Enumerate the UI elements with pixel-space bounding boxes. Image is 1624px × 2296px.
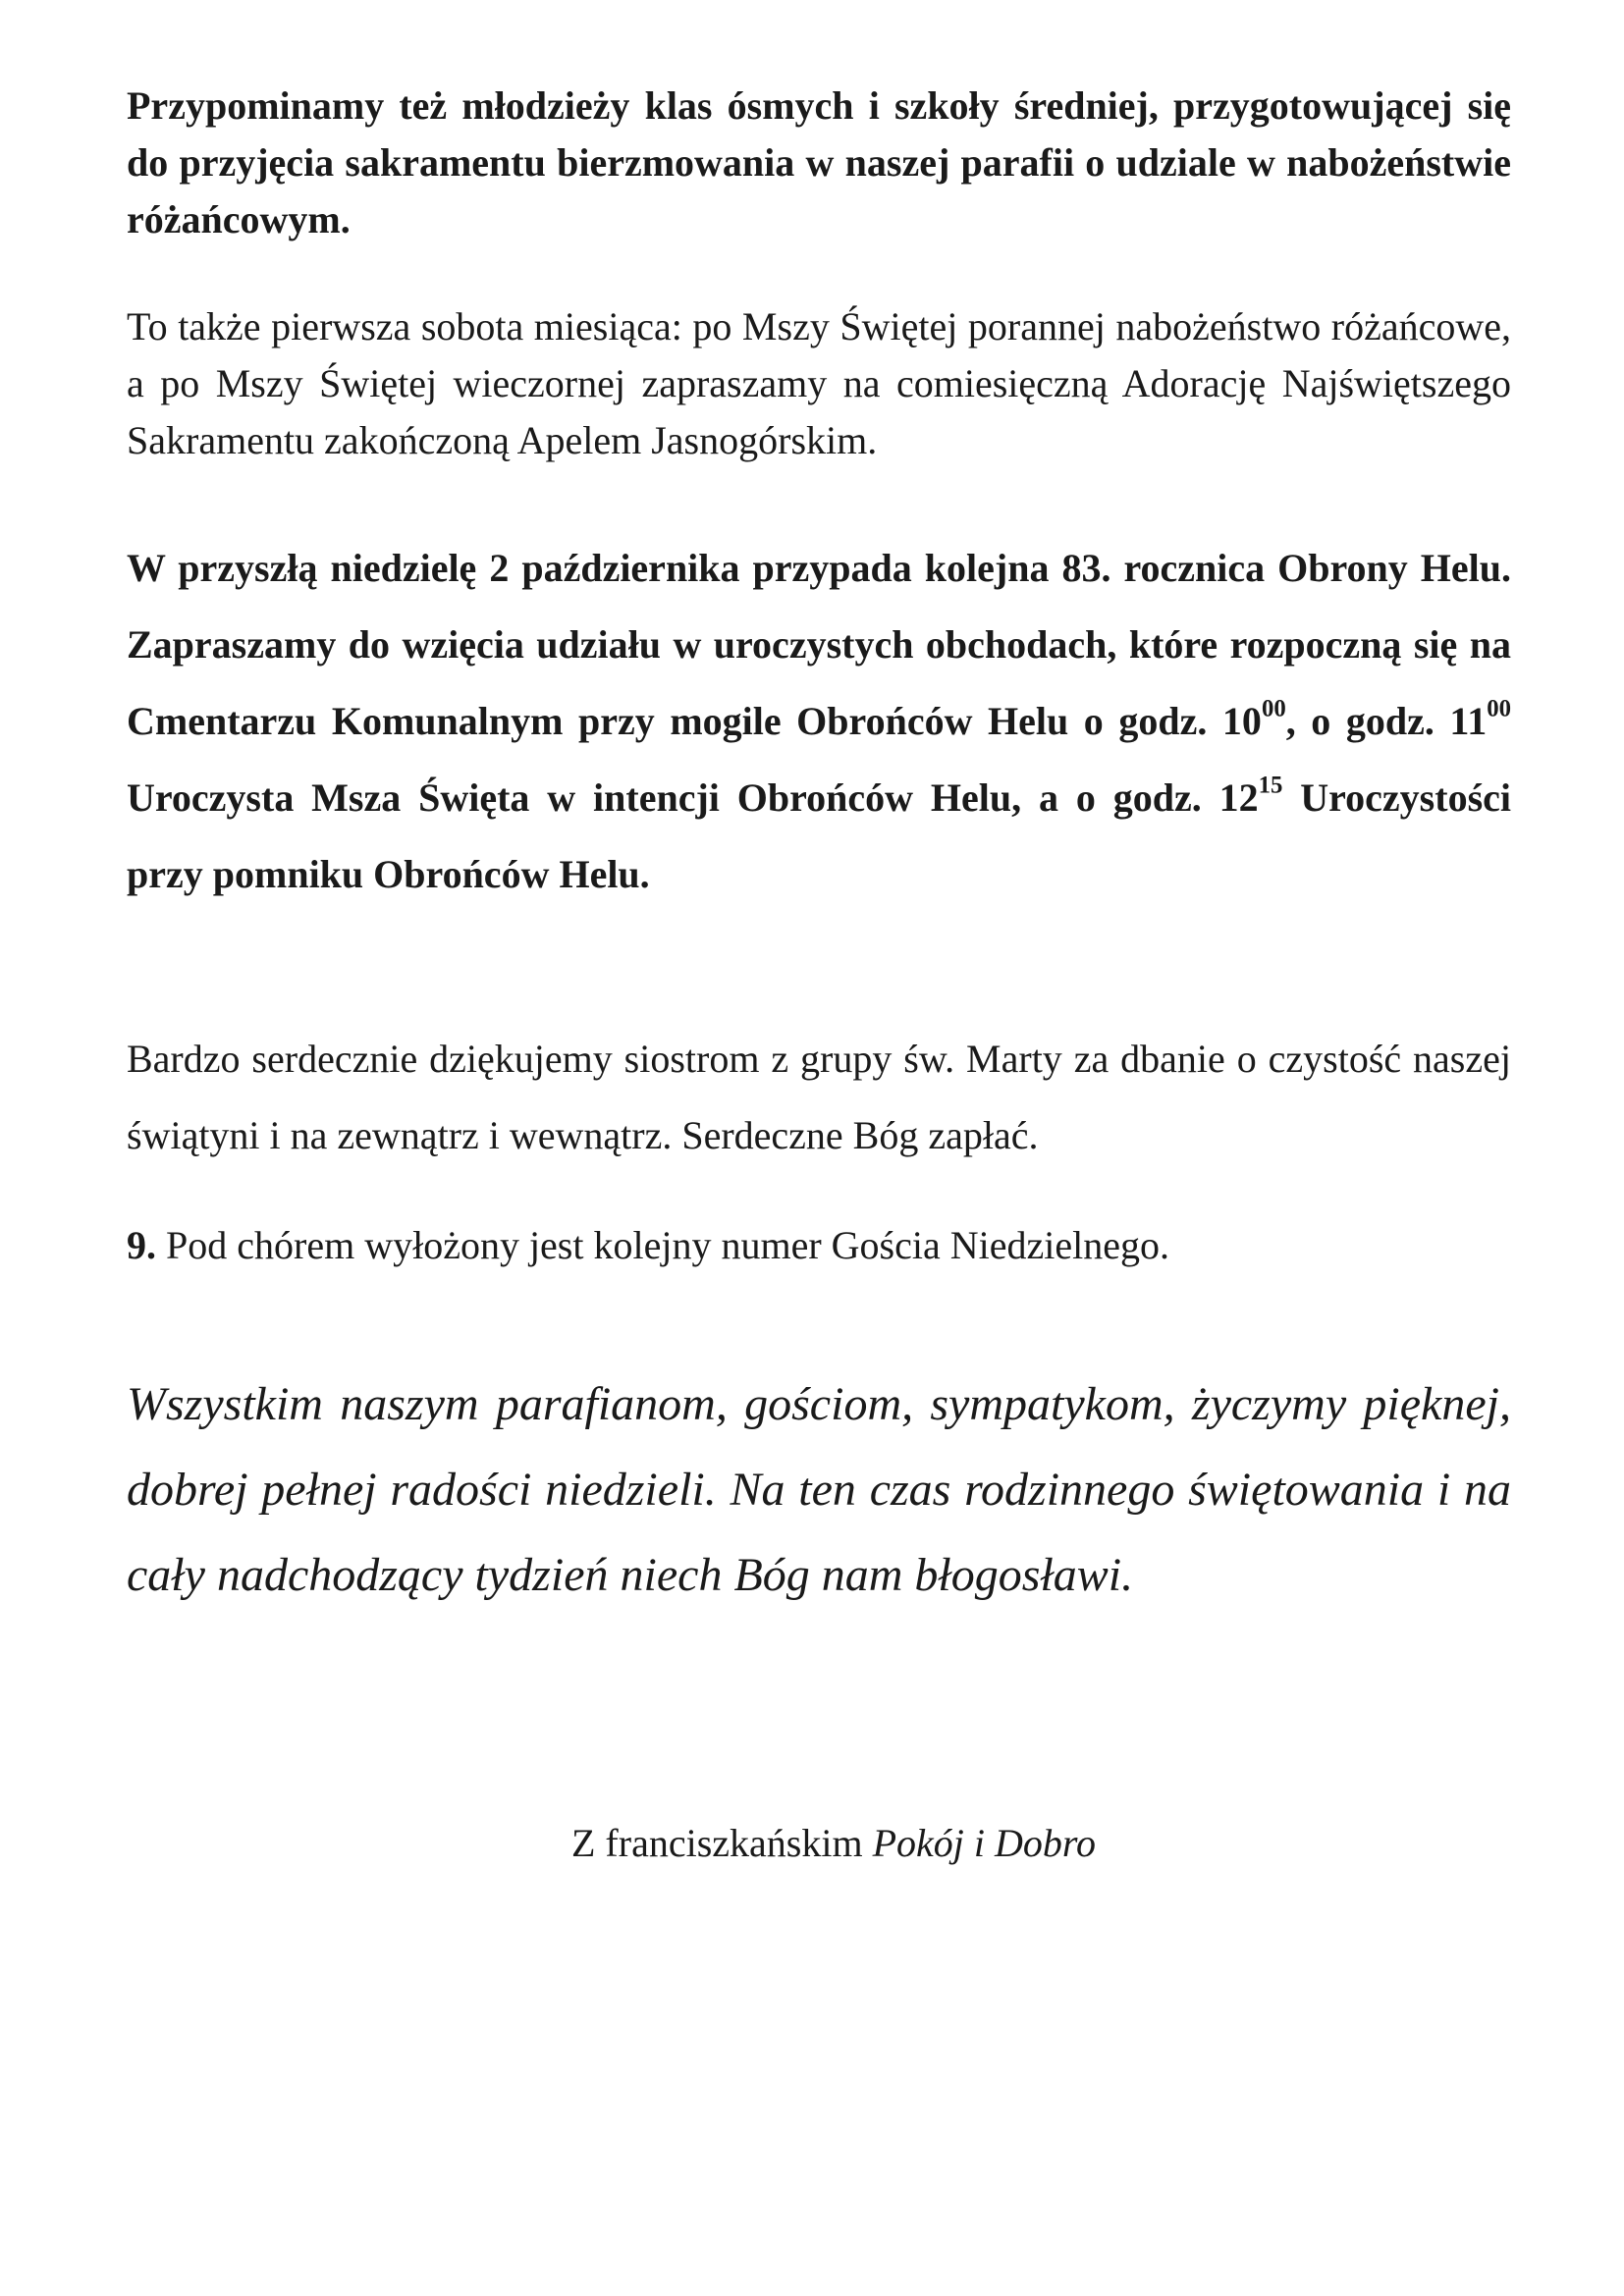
closing-text: Z franciszkańskim [571,1821,873,1865]
announcement-number: 9. [127,1223,156,1267]
closing-line [571,1815,1096,1872]
announcement-9-paragraph [127,1217,1169,1274]
time-superscript-1: 00 [1261,695,1286,722]
hel-defense-anniversary-paragraph [127,530,1511,913]
anniversary-text-3: Uroczysta Msza Święta w intencji Obrońców Helu, a o godz. 12 [127,775,1259,820]
confirmation-reminder-paragraph: Przypominamy też młodzieży klas ósmych i szkoły średniej, przygotowującej się do przyjęcia sakramentu bierzmowania w naszej parafii o udziale w nabożeństwie różańcowym. [127,83,1511,241]
anniversary-text-2: , o godz. 11 [1285,699,1488,743]
time-superscript-3: 15 [1258,772,1283,799]
closing-motto: Pokój i Dobro [872,1821,1096,1865]
first-saturday-paragraph: To także pierwsza sobota miesiąca: po Mszy Świętej porannej nabożeństwo różańcowe, a po Mszy Świętej wieczornej zapraszamy na comiesięczną Adorację Najświętszego Sakramentu zakończoną Apelem Jasnogórskim. [127,304,1511,462]
announcement-9-text: Pod chórem wyłożony jest kolejny numer Gościa Niedzielnego. [156,1223,1169,1267]
time-superscript-2: 00 [1487,695,1512,722]
sunday-wishes-paragraph: Wszystkim naszym parafianom, gościom, sympatykom, życzymy pięknej, dobrej pełnej radości niedzieli. Na ten czas rodzinnego świętowania i na cały nadchodzący tydzień niech Bóg nam błogosławi. [127,1378,1511,1601]
thanks-paragraph: Bardzo serdecznie dziękujemy siostrom z grupy św. Marty za dbanie o czystość naszej świątyni i na zewnątrz i wewnątrz. Serdeczne Bóg zapłać. [127,1037,1511,1157]
anniversary-text-4: Uroczystości przy pomniku Obrońców Helu. [127,775,1511,896]
anniversary-text-1: W przyszłą niedzielę 2 października przypada kolejna 83. rocznica Obrony Helu. Zapraszamy do wzięcia udziału w uroczystych obchodach, które rozpoczną się na Cmentarzu Komunalnym przy mogile Obrońców Helu o godz. 10 [127,546,1511,743]
